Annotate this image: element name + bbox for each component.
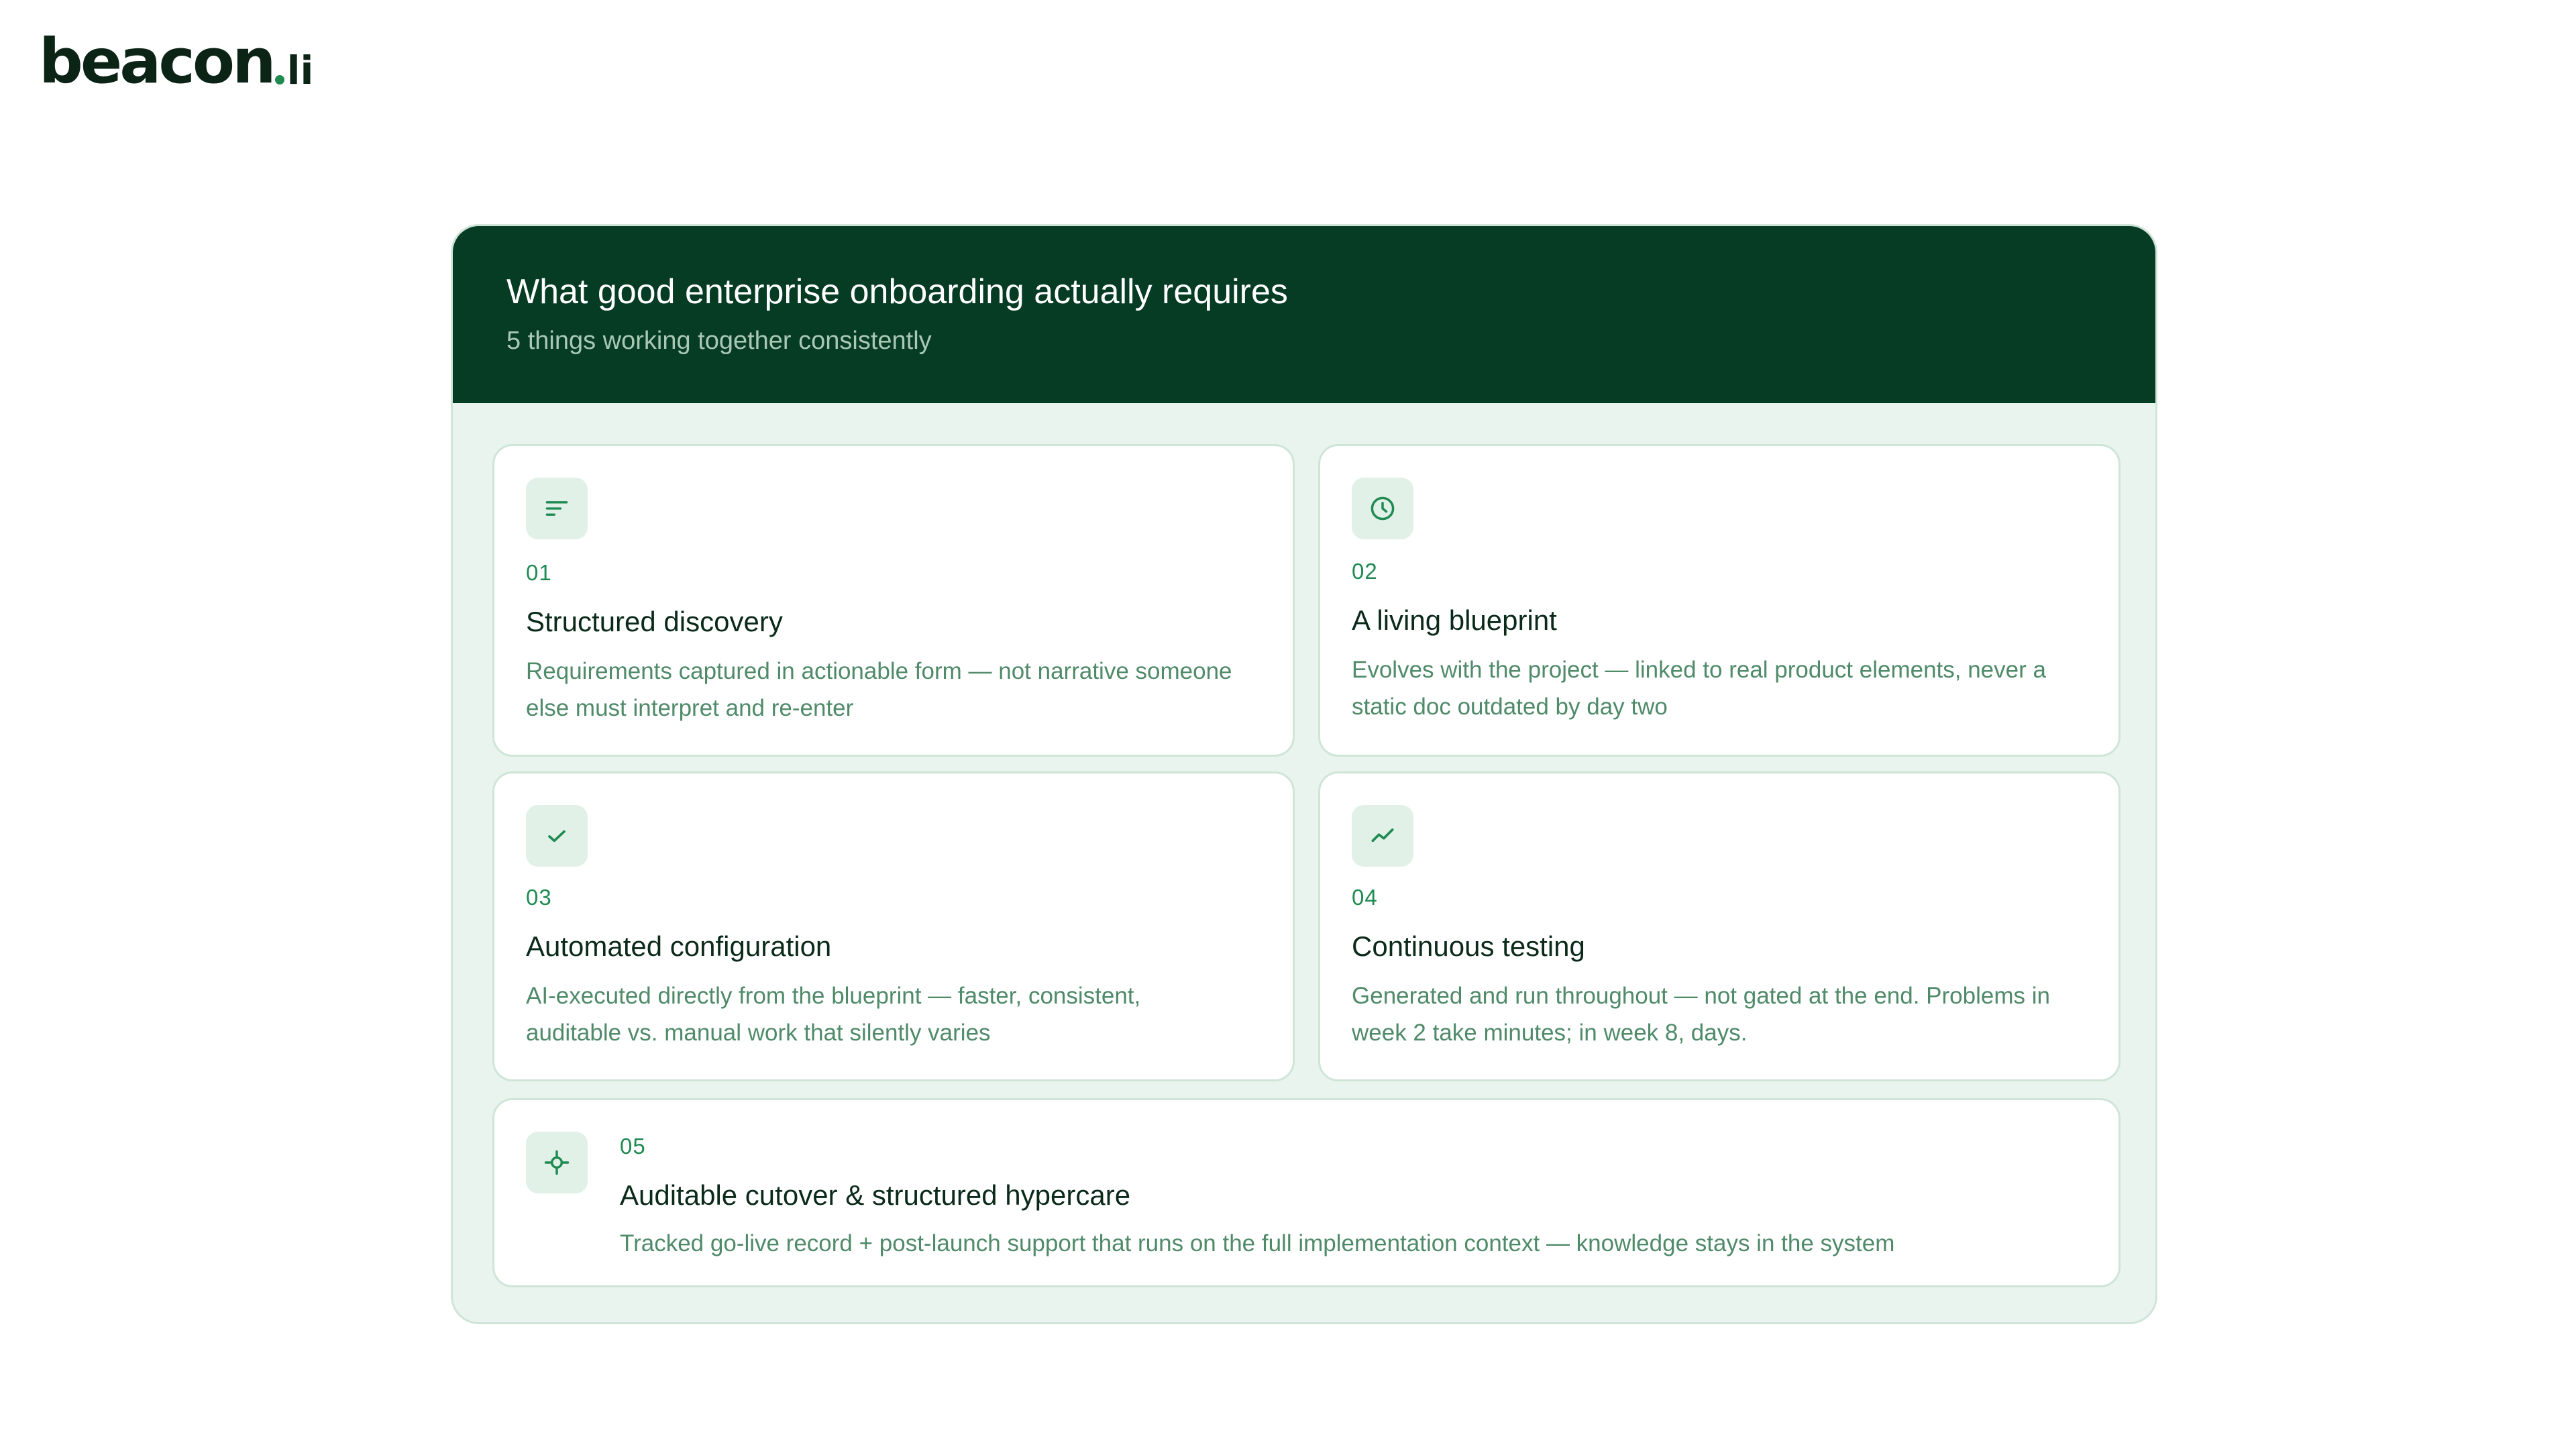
- card-number: 03: [526, 885, 552, 910]
- panel-header: [453, 226, 2155, 403]
- crosshair-icon: [526, 1132, 588, 1193]
- requirement-card-cutover-hypercare: [492, 1098, 2121, 1287]
- card-number: 04: [1352, 885, 1378, 910]
- brand-name: beacon: [39, 25, 274, 97]
- trend-line-icon: [1352, 805, 1413, 867]
- requirement-card-structured-discovery: [492, 444, 1295, 757]
- card-title: Auditable cutover & structured hypercare: [620, 1179, 1131, 1211]
- card-description: Requirements captured in actionable form — not narrative someone else must interpret and re-enter: [526, 658, 1232, 721]
- card-title: Automated configuration: [526, 930, 832, 962]
- brand-dot-icon: [275, 75, 284, 85]
- brand-tld-group: [275, 48, 314, 93]
- clock-icon: [1352, 478, 1413, 539]
- card-title: A living blueprint: [1352, 604, 1557, 636]
- card-number: 01: [526, 560, 552, 585]
- card-number: 02: [1352, 559, 1378, 584]
- card-title: Continuous testing: [1352, 930, 1585, 962]
- card-description: Evolves with the project — linked to real product elements, never a static doc outdated by day two: [1352, 657, 2046, 720]
- brand-tld: li: [286, 48, 314, 93]
- card-number: 05: [620, 1134, 646, 1159]
- check-icon: [526, 805, 588, 867]
- panel-title: What good enterprise onboarding actually requires: [506, 272, 1288, 311]
- card-description: Generated and run throughout — not gated at the end. Problems in week 2 take minutes; in week 8, days.: [1352, 983, 2050, 1046]
- card-description: AI-executed directly from the blueprint — faster, consistent, auditable vs. manual work that silently varies: [526, 983, 1141, 1046]
- card-title: Structured discovery: [526, 606, 783, 637]
- requirement-card-continuous-testing: [1318, 771, 2121, 1081]
- brand-logo[interactable]: [39, 25, 314, 97]
- requirement-card-living-blueprint: [1318, 444, 2121, 757]
- requirement-card-automated-configuration: [492, 771, 1295, 1081]
- list-lines-icon: [526, 478, 588, 539]
- requirements-panel: [451, 224, 2157, 1324]
- card-description: Tracked go-live record + post-launch support that runs on the full implementation context — knowledge stays in the system: [620, 1230, 1895, 1256]
- panel-subtitle: 5 things working together consistently: [506, 327, 932, 355]
